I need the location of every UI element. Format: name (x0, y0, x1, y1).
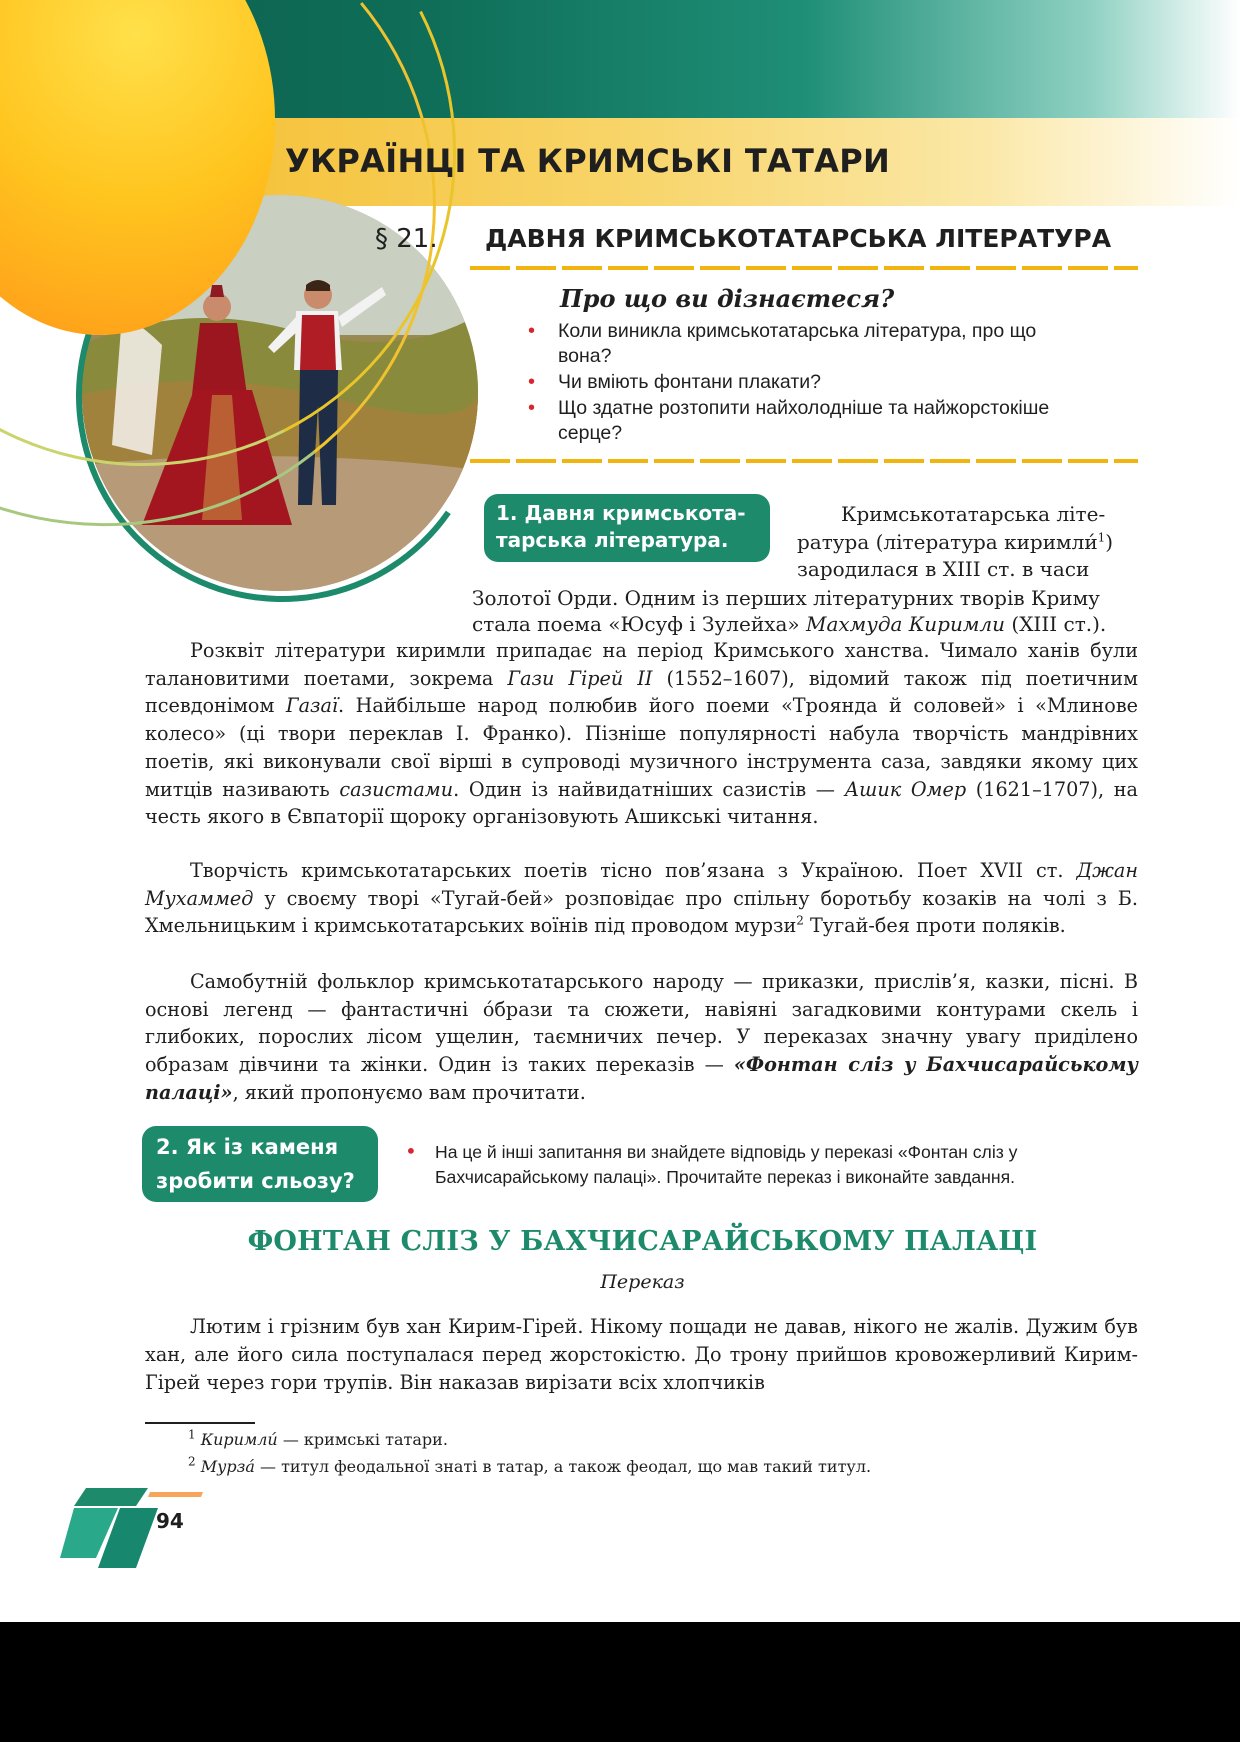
footnote-text: — кримські татари. (277, 1430, 448, 1449)
learn-box-title: Про що ви дізнаєтеся? (560, 284, 895, 313)
text-run: у своєму творі «Тугай-бей» розповідає про спільну боротьбу козаків на чолі з Б. Хмельницьким і кримськотатарських воїнів під проводом мурзи (145, 886, 1138, 938)
person-name: Джан Мухаммед (145, 859, 1138, 910)
divider (470, 266, 1138, 270)
intro-line (472, 612, 1106, 636)
list-item-text: Чи вміють фонтани плакати? (558, 371, 822, 393)
footnote (188, 1427, 448, 1449)
list-item (525, 396, 1137, 446)
paragraph (145, 968, 1138, 1107)
footnote-mark: 2 (188, 1454, 196, 1469)
footnote-mark: 1 (188, 1427, 196, 1442)
page-number: 94 (156, 1509, 184, 1533)
list-item-text: серце? (558, 422, 623, 444)
list-item-text: вона? (558, 345, 612, 367)
person-name: Ашик Омер (844, 777, 967, 801)
story-subtitle: Переказ (600, 1271, 685, 1293)
paragraph (145, 637, 1138, 831)
unit-title: УКРАЇНЦІ ТА КРИМСЬКІ ТАТАРИ (285, 142, 891, 180)
badge-line: зробити сльозу? (156, 1169, 355, 1193)
list-item (525, 319, 1137, 369)
section-1-badge (484, 494, 770, 562)
intro-line: Золотої Орди. Одним із перших літературних творів Криму (472, 586, 1100, 610)
intro-line: Кримськотатарська літе- (841, 502, 1106, 526)
person-name: Гази Гірей II (507, 666, 653, 690)
intro-text: ратура (література киримли́ (797, 530, 1098, 554)
divider (470, 459, 1138, 463)
task-text (435, 1140, 1145, 1190)
text-run: Розквіт літератури киримли припадає на період Кримського ханства. Чимало ханів були талановитими поетами, зокрема (145, 639, 1138, 690)
bullet-dot-icon: • (528, 397, 536, 419)
term: сазистами (339, 777, 454, 801)
pseudonym: Газаї (285, 694, 339, 718)
list-item (525, 370, 1137, 395)
badge-line: тарська література. (496, 528, 729, 552)
footnote-ref: 1 (1097, 530, 1106, 545)
footnote-text: — титул феодальної знаті в татар, а також феодал, що мав такий титул. (254, 1457, 872, 1476)
section-title: ДАВНЯ КРИМСЬКОТАТАРСЬКА ЛІТЕРАТУРА (485, 224, 1112, 253)
footnote-ref: 2 (796, 914, 804, 929)
list-item-text: Коли виникла кримськотатарська література, про що (558, 320, 1037, 342)
badge-line: 2. Як із каменя (156, 1135, 339, 1159)
text-run: Самобутній фольклор кримськотатарського народу — приказки, прислів’я, казки, пісні. В основі легенд — фантастичні о́брази та сюжети, навіяні загадковими контурами скель і глибоких, порослих лісом ущелин, таємничих печер. У переказах значну увагу приділено образам дівчини та жінки. Один із таких переказів — (145, 970, 1138, 1077)
list-item-text: Що здатне розтопити найхолодніше та найжорстокіше (558, 397, 1050, 419)
bullet-dot-icon: • (528, 371, 536, 393)
intro-text: стала поема «Юсуф і Зулейха» (472, 612, 806, 636)
intro-line: зародилася в XIII ст. в часи (797, 557, 1090, 581)
page-corner-decoration (58, 1488, 208, 1568)
story-title: ФОНТАН СЛІЗ У БАХЧИСАРАЙСЬКОМУ ПАЛАЦІ (247, 1226, 1038, 1257)
text-run: (1621–1707), на честь якого в Євпаторії щороку організовують Ашикські читання. (145, 777, 1138, 829)
text-run: Творчість кримськотатарських поетів тісно пов’язана з Україною. Поет XVII ст. (190, 859, 1077, 882)
intro-line (797, 530, 1113, 554)
story-paragraph: Лютим і грізним був хан Кирим-Гірей. Нікому пощади не давав, нікого не жалів. Дужим був хан, але його сила поступалася перед жорстокістю. До трону прийшов кровожерливий Кирим-Гірей через гори трупів. Він наказав вирізати всіх хлопчиків (145, 1315, 1138, 1395)
learn-list (525, 319, 1137, 447)
footnote-term: Мурза́ (200, 1457, 255, 1476)
text-run: . Найбільше народ полюбив його поеми «Троянда й соловей» і «Млинове колесо» (ці твори переклав І. Франко). Пізніше популярності набула творчість мандрівних поетів, які виконували свої вірші в супроводі музичного інструмента саза, завдяки якому цих митців називають (145, 694, 1138, 801)
footnote-term: Киримли́ (200, 1430, 278, 1449)
bullet-dot-icon: • (405, 1139, 417, 1163)
text-run: , який пропонуємо вам прочитати. (232, 1080, 586, 1104)
text-run: . Один із найвидатніших сазистів — (453, 777, 845, 801)
section-2-badge (142, 1126, 378, 1202)
story-reference: «Фонтан сліз у Бахчисарайському палаці» (145, 1053, 1138, 1104)
paragraph (145, 857, 1138, 940)
author-name: Махмуда Киримли (805, 612, 1006, 636)
badge-line: 1. Давня кримськота- (496, 501, 746, 525)
intro-text: ) (1105, 530, 1114, 554)
text-run: (1552–1607), відомий також під поетичним псевдонімом (145, 666, 1138, 718)
section-number: § 21. (375, 224, 438, 254)
task-line: На це й інші запитання ви знайдете відповідь у переказі «Фонтан сліз у (435, 1142, 1018, 1162)
bullet-dot-icon: • (528, 320, 536, 342)
intro-text: (XIII ст.). (1005, 612, 1107, 636)
task-line: Бахчисарайському палаці». Прочитайте переказ і виконайте завдання. (435, 1167, 1015, 1187)
text-run: Тугай-бея проти поляків. (803, 914, 1066, 938)
footnote (188, 1454, 872, 1476)
footnote-separator (145, 1422, 255, 1424)
